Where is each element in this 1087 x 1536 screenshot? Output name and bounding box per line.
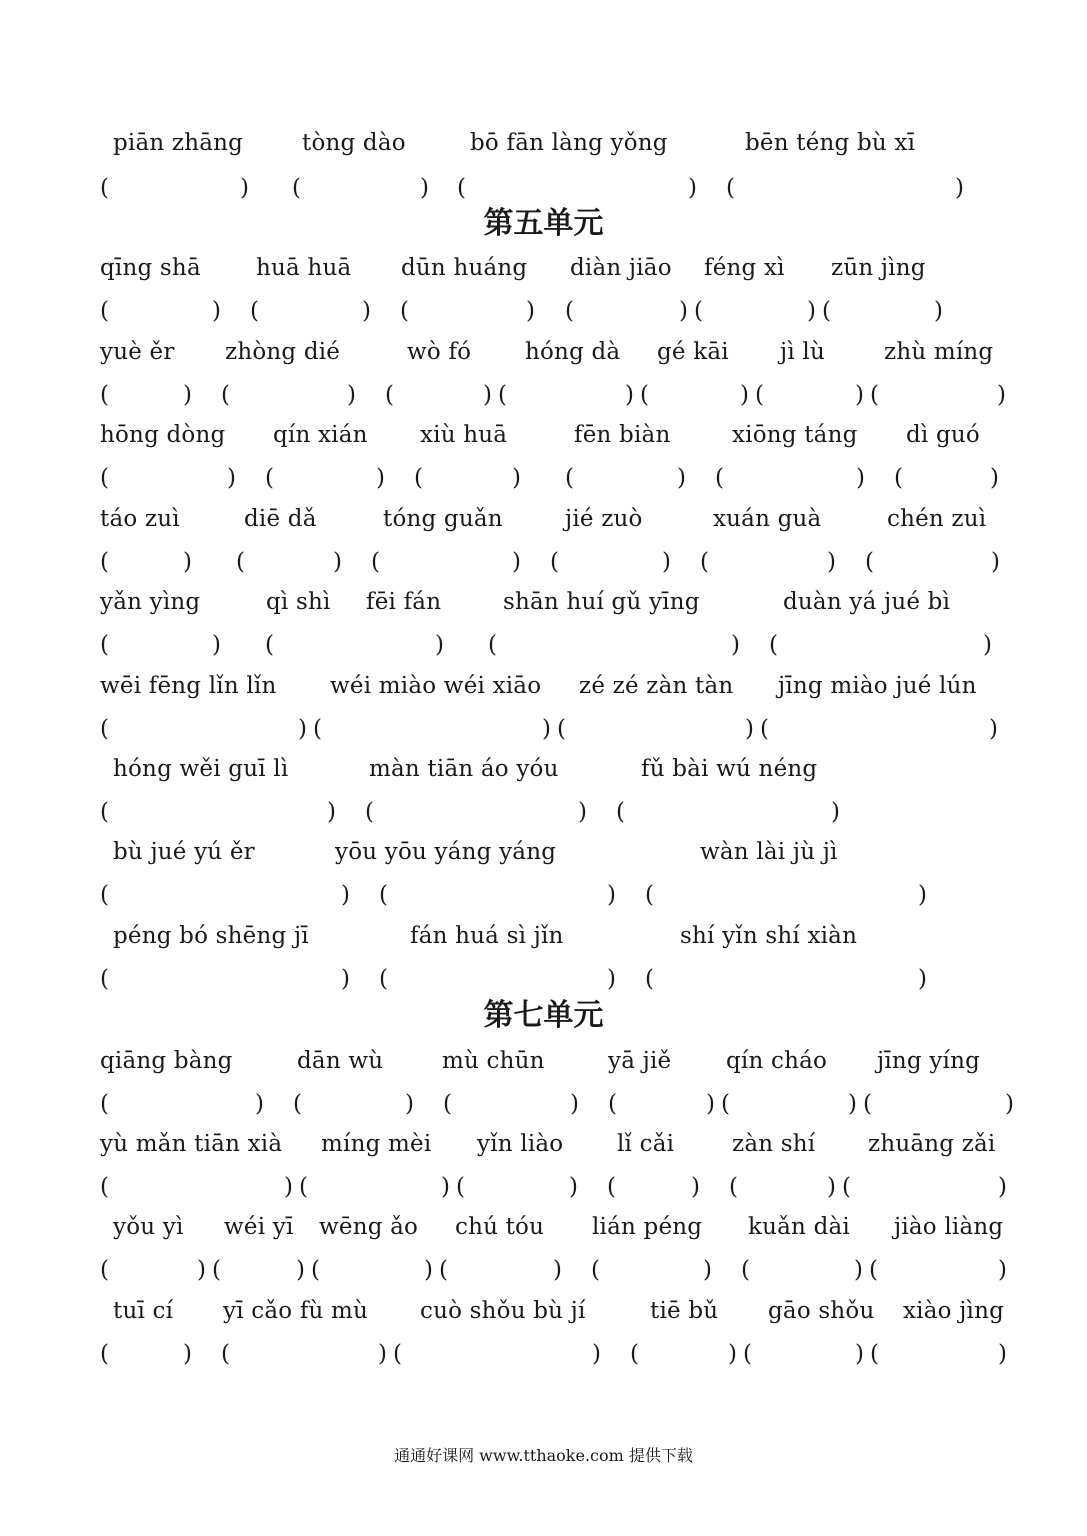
pinyin-word: gé kāi	[657, 339, 729, 365]
close-paren: )	[483, 382, 492, 408]
close-paren: )	[376, 465, 385, 491]
close-paren: )	[998, 1257, 1007, 1283]
pinyin-word: kuǎn dài	[748, 1214, 850, 1240]
open-paren: (	[640, 382, 649, 408]
close-paren: )	[441, 1174, 450, 1200]
close-paren: )	[212, 632, 221, 658]
open-paren: (	[250, 298, 259, 324]
pinyin-word: xiù huā	[420, 422, 508, 448]
pinyin-word: diàn jiāo	[570, 255, 672, 281]
open-paren: (	[869, 1257, 878, 1283]
close-paren: )	[827, 549, 836, 575]
pinyin-word: wàn lài jù jì	[700, 839, 838, 865]
pinyin-word: yǎn yìng	[100, 589, 201, 615]
open-paren: (	[293, 1091, 302, 1117]
answer-row	[0, 380, 1087, 420]
close-paren: )	[855, 382, 864, 408]
pinyin-word: qiāng bàng	[100, 1048, 233, 1074]
close-paren: )	[183, 1341, 192, 1367]
close-paren: )	[255, 1091, 264, 1117]
close-paren: )	[855, 1341, 864, 1367]
open-paren: (	[365, 799, 374, 825]
pinyin-word: zhuāng zǎi	[868, 1131, 996, 1157]
pinyin-word: piān zhāng	[113, 130, 244, 156]
footer-credit: 通通好课网 www.tthaoke.com 提供下载	[394, 1446, 693, 1465]
open-paren: (	[870, 382, 879, 408]
pinyin-word: shí yǐn shí xiàn	[680, 923, 858, 949]
close-paren: )	[607, 966, 616, 992]
open-paren: (	[371, 549, 380, 575]
pinyin-word: tiē bǔ	[650, 1298, 719, 1324]
open-paren: (	[565, 298, 574, 324]
pinyin-word: yī cǎo fù mù	[223, 1298, 369, 1324]
pinyin-word: jié zuò	[565, 506, 643, 532]
close-paren: )	[420, 175, 429, 201]
section-heading-unit5: 第五单元	[483, 206, 604, 241]
close-paren: )	[827, 1174, 836, 1200]
close-paren: )	[740, 382, 749, 408]
open-paren: (	[379, 882, 388, 908]
close-paren: )	[706, 1091, 715, 1117]
close-paren: )	[989, 716, 998, 742]
open-paren: (	[100, 1174, 109, 1200]
pinyin-word: wéi miào wéi xiāo	[330, 673, 542, 699]
answer-row	[0, 1172, 1087, 1212]
pinyin-word: xiōng táng	[732, 422, 858, 448]
open-paren: (	[457, 175, 466, 201]
close-paren: )	[691, 1174, 700, 1200]
pinyin-word: zhòng dié	[225, 339, 341, 365]
open-paren: (	[100, 382, 109, 408]
close-paren: )	[296, 1257, 305, 1283]
pinyin-word: hóng dà	[525, 339, 621, 365]
close-paren: )	[955, 175, 964, 201]
pinyin-word: yǒu yì	[113, 1214, 184, 1240]
open-paren: (	[100, 1257, 109, 1283]
open-paren: (	[863, 1091, 872, 1117]
open-paren: (	[565, 465, 574, 491]
close-paren: )	[578, 799, 587, 825]
close-paren: )	[703, 1257, 712, 1283]
pinyin-word: zé zé zàn tàn	[579, 673, 734, 699]
open-paren: (	[741, 1257, 750, 1283]
close-paren: )	[662, 549, 671, 575]
close-paren: )	[298, 716, 307, 742]
answer-row	[0, 714, 1087, 754]
pinyin-word: zūn jìng	[831, 255, 926, 281]
pinyin-word: wéi yī	[224, 1214, 294, 1240]
close-paren: )	[341, 882, 350, 908]
pinyin-word: yǐn liào	[477, 1131, 564, 1157]
pinyin-word: tuī cí	[113, 1298, 174, 1324]
answer-row	[0, 630, 1087, 670]
close-paren: )	[831, 799, 840, 825]
open-paren: (	[100, 882, 109, 908]
pinyin-word: diē dǎ	[244, 506, 317, 532]
pinyin-word: wēi fēng lǐn lǐn	[100, 673, 277, 699]
close-paren: )	[570, 1091, 579, 1117]
open-paren: (	[870, 1341, 879, 1367]
close-paren: )	[553, 1257, 562, 1283]
section-heading-unit7: 第七单元	[483, 998, 604, 1033]
close-paren: )	[378, 1341, 387, 1367]
answer-row	[0, 1255, 1087, 1295]
pinyin-word: jiào liàng	[894, 1214, 1004, 1240]
pinyin-word: mù chūn	[442, 1048, 545, 1074]
open-paren: (	[743, 1341, 752, 1367]
pinyin-word: duàn yá jué bì	[783, 589, 951, 615]
pinyin-word: fēi fán	[366, 589, 442, 615]
pinyin-word: bēn téng bù xī	[745, 130, 916, 156]
pinyin-word: wò fó	[407, 339, 472, 365]
answer-row	[0, 547, 1087, 587]
pinyin-word: qì shì	[266, 589, 331, 615]
pinyin-row	[0, 671, 1087, 711]
close-paren: )	[997, 382, 1006, 408]
close-paren: )	[679, 298, 688, 324]
pinyin-word: míng mèi	[321, 1131, 432, 1157]
close-paren: )	[745, 716, 754, 742]
pinyin-row	[0, 1129, 1087, 1169]
open-paren: (	[311, 1257, 320, 1283]
open-paren: (	[221, 382, 230, 408]
answer-row	[0, 880, 1087, 920]
open-paren: (	[726, 175, 735, 201]
pinyin-word: féng xì	[704, 255, 785, 281]
close-paren: )	[341, 966, 350, 992]
pinyin-row	[0, 754, 1087, 794]
pinyin-row	[0, 337, 1087, 377]
pinyin-word: yōu yōu yáng yáng	[335, 839, 557, 865]
pinyin-word: tóng guǎn	[383, 506, 503, 532]
pinyin-word: cuò shǒu bù jí	[420, 1298, 586, 1324]
open-paren: (	[630, 1341, 639, 1367]
close-paren: )	[677, 465, 686, 491]
open-paren: (	[894, 465, 903, 491]
open-paren: (	[700, 549, 709, 575]
pinyin-word: péng bó shēng jī	[113, 923, 309, 949]
pinyin-word: jīng miào jué lún	[778, 673, 977, 699]
close-paren: )	[728, 1341, 737, 1367]
close-paren: )	[183, 549, 192, 575]
open-paren: (	[760, 716, 769, 742]
close-paren: )	[998, 1174, 1007, 1200]
close-paren: )	[183, 382, 192, 408]
pinyin-word: tòng dào	[302, 130, 406, 156]
open-paren: (	[100, 175, 109, 201]
answer-row	[0, 1339, 1087, 1379]
open-paren: (	[557, 716, 566, 742]
open-paren: (	[299, 1174, 308, 1200]
pinyin-word: gāo shǒu	[768, 1298, 875, 1324]
close-paren: )	[526, 298, 535, 324]
pinyin-word: yā jiě	[608, 1048, 672, 1074]
pinyin-word: yù mǎn tiān xià	[100, 1131, 283, 1157]
answer-row	[0, 296, 1087, 336]
close-paren: )	[688, 175, 697, 201]
open-paren: (	[645, 882, 654, 908]
open-paren: (	[313, 716, 322, 742]
pinyin-word: zhù míng	[884, 339, 994, 365]
open-paren: (	[414, 465, 423, 491]
pinyin-word: bù jué yú ěr	[113, 839, 255, 865]
open-paren: (	[400, 298, 409, 324]
pinyin-row	[0, 1046, 1087, 1086]
close-paren: )	[212, 298, 221, 324]
close-paren: )	[512, 549, 521, 575]
pinyin-word: qín cháo	[726, 1048, 828, 1074]
open-paren: (	[550, 549, 559, 575]
close-paren: )	[856, 465, 865, 491]
pinyin-word: dān wù	[297, 1048, 384, 1074]
pinyin-row	[0, 587, 1087, 627]
open-paren: (	[607, 1174, 616, 1200]
pinyin-word: zàn shí	[732, 1131, 816, 1157]
open-paren: (	[221, 1341, 230, 1367]
pinyin-word: dì guó	[906, 422, 980, 448]
open-paren: (	[769, 632, 778, 658]
open-paren: (	[100, 716, 109, 742]
open-paren: (	[443, 1091, 452, 1117]
close-paren: )	[424, 1257, 433, 1283]
pinyin-word: jì lù	[780, 339, 825, 365]
pinyin-word: xiào jìng	[903, 1298, 1005, 1324]
close-paren: )	[347, 382, 356, 408]
open-paren: (	[591, 1257, 600, 1283]
pinyin-word: hōng dòng	[100, 422, 226, 448]
close-paren: )	[934, 298, 943, 324]
close-paren: )	[807, 298, 816, 324]
close-paren: )	[983, 632, 992, 658]
close-paren: )	[625, 382, 634, 408]
pinyin-row	[0, 837, 1087, 877]
open-paren: (	[100, 298, 109, 324]
close-paren: )	[998, 1341, 1007, 1367]
open-paren: (	[379, 966, 388, 992]
pinyin-word: fǔ bài wú néng	[641, 756, 818, 782]
close-paren: )	[542, 716, 551, 742]
open-paren: (	[721, 1091, 730, 1117]
open-paren: (	[265, 632, 274, 658]
open-paren: (	[265, 465, 274, 491]
close-paren: )	[592, 1341, 601, 1367]
pinyin-word: jīng yíng	[877, 1048, 981, 1074]
close-paren: )	[848, 1091, 857, 1117]
pinyin-row	[0, 1212, 1087, 1252]
close-paren: )	[405, 1091, 414, 1117]
pinyin-word: fán huá sì jǐn	[410, 923, 564, 949]
pinyin-word: huā huā	[256, 255, 352, 281]
open-paren: (	[729, 1174, 738, 1200]
pinyin-word: lián péng	[592, 1214, 703, 1240]
pinyin-word: shān huí gǔ yīng	[503, 589, 700, 615]
open-paren: (	[100, 549, 109, 575]
open-paren: (	[292, 175, 301, 201]
pinyin-word: qín xián	[273, 422, 368, 448]
open-paren: (	[439, 1257, 448, 1283]
pinyin-row	[0, 1296, 1087, 1336]
pinyin-row	[0, 921, 1087, 961]
open-paren: (	[694, 298, 703, 324]
open-paren: (	[822, 298, 831, 324]
close-paren: )	[227, 465, 236, 491]
close-paren: )	[512, 465, 521, 491]
open-paren: (	[755, 382, 764, 408]
open-paren: (	[236, 549, 245, 575]
open-paren: (	[842, 1174, 851, 1200]
pinyin-word: wēng ǎo	[319, 1214, 419, 1240]
close-paren: )	[731, 632, 740, 658]
open-paren: (	[616, 799, 625, 825]
pinyin-row	[0, 420, 1087, 460]
pinyin-word: màn tiān áo yóu	[369, 756, 559, 782]
pinyin-word: táo zuì	[100, 506, 180, 532]
pinyin-word: lǐ cǎi	[617, 1131, 675, 1157]
close-paren: )	[569, 1174, 578, 1200]
open-paren: (	[488, 632, 497, 658]
pinyin-word: chú tóu	[455, 1214, 545, 1240]
close-paren: )	[333, 549, 342, 575]
close-paren: )	[990, 465, 999, 491]
pinyin-row	[0, 253, 1087, 293]
open-paren: (	[100, 966, 109, 992]
close-paren: )	[1005, 1091, 1014, 1117]
open-paren: (	[212, 1257, 221, 1283]
open-paren: (	[715, 465, 724, 491]
close-paren: )	[991, 549, 1000, 575]
open-paren: (	[608, 1091, 617, 1117]
pinyin-word: yuè ěr	[100, 339, 175, 365]
open-paren: (	[393, 1341, 402, 1367]
close-paren: )	[918, 882, 927, 908]
pinyin-word: chén zuì	[887, 506, 987, 532]
pinyin-word: fēn biàn	[574, 422, 671, 448]
close-paren: )	[362, 298, 371, 324]
close-paren: )	[240, 175, 249, 201]
answer-row	[0, 463, 1087, 503]
pinyin-word: dūn huáng	[401, 255, 528, 281]
open-paren: (	[498, 382, 507, 408]
pinyin-word: xuán guà	[713, 506, 822, 532]
pinyin-row	[0, 504, 1087, 544]
open-paren: (	[645, 966, 654, 992]
open-paren: (	[865, 549, 874, 575]
close-paren: )	[284, 1174, 293, 1200]
close-paren: )	[327, 799, 336, 825]
close-paren: )	[197, 1257, 206, 1283]
open-paren: (	[100, 1341, 109, 1367]
open-paren: (	[385, 382, 394, 408]
pinyin-word: qīng shā	[100, 255, 201, 281]
close-paren: )	[918, 966, 927, 992]
close-paren: )	[854, 1257, 863, 1283]
open-paren: (	[100, 799, 109, 825]
open-paren: (	[100, 1091, 109, 1117]
pinyin-row	[0, 128, 1087, 168]
pinyin-word: bō fān làng yǒng	[470, 130, 668, 156]
close-paren: )	[435, 632, 444, 658]
answer-row	[0, 1089, 1087, 1129]
answer-row	[0, 797, 1087, 837]
pinyin-word: hóng wěi guī lì	[113, 756, 289, 782]
open-paren: (	[456, 1174, 465, 1200]
open-paren: (	[100, 465, 109, 491]
open-paren: (	[100, 632, 109, 658]
close-paren: )	[607, 882, 616, 908]
